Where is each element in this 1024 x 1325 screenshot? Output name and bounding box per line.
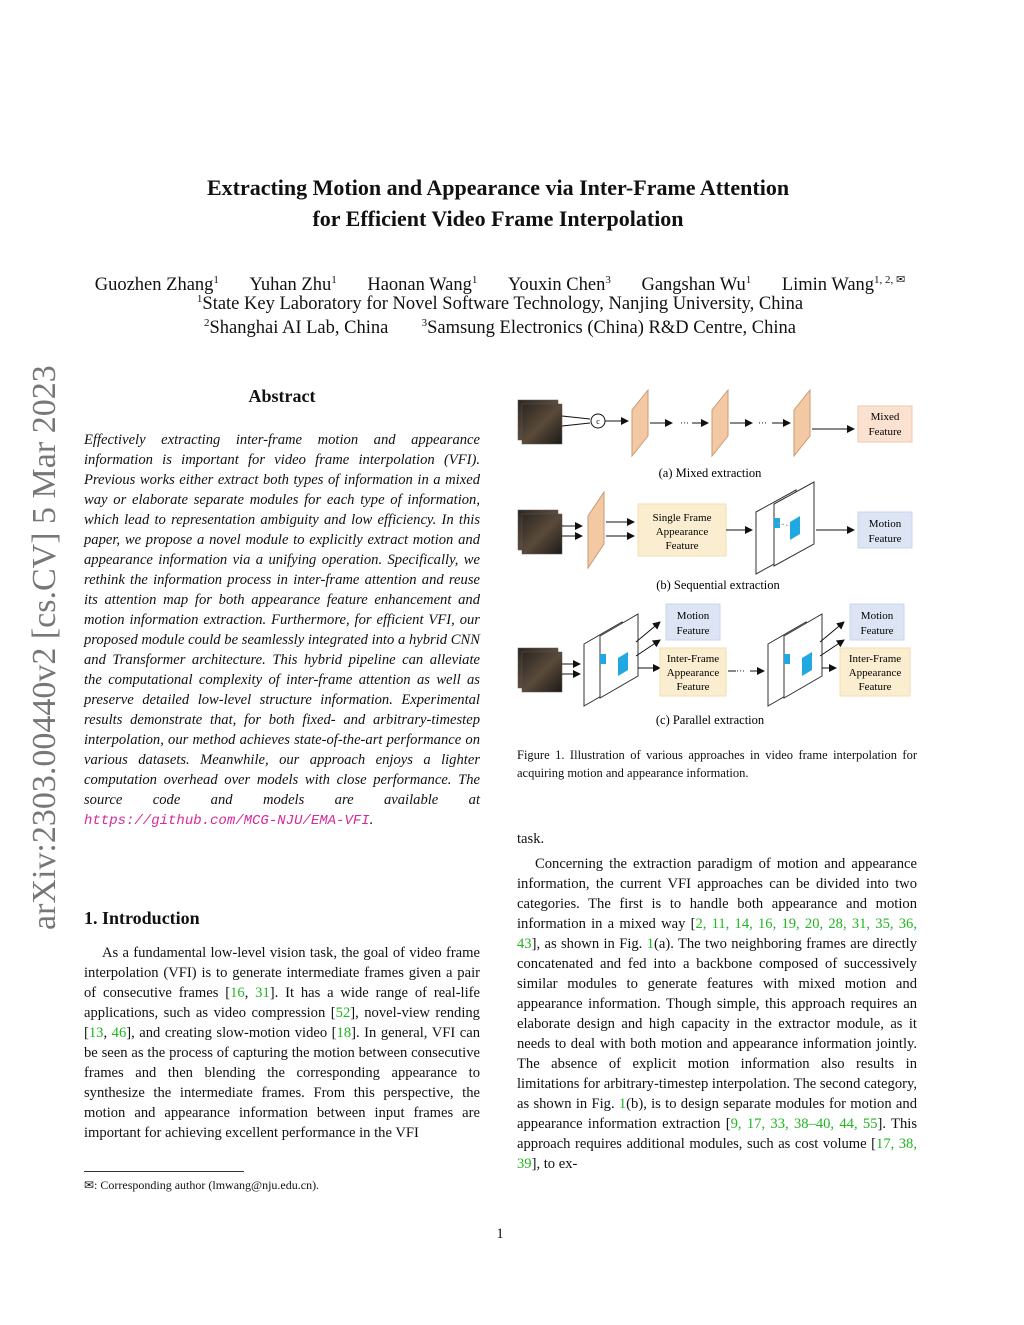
abstract-heading: Abstract bbox=[248, 386, 316, 406]
ellipsis: ··· bbox=[736, 666, 745, 676]
figure-link[interactable]: 1 bbox=[646, 936, 654, 952]
svg-text:Mixed: Mixed bbox=[870, 411, 900, 423]
arxiv-watermark bbox=[22, 360, 68, 930]
svg-text:Feature: Feature bbox=[868, 426, 902, 438]
svg-text:Appearance: Appearance bbox=[848, 667, 902, 679]
attention-patch bbox=[784, 654, 790, 664]
svg-text:Appearance: Appearance bbox=[666, 667, 720, 679]
panel-b-caption: (b) Sequential extraction bbox=[656, 578, 780, 592]
concat-symbol: c bbox=[596, 417, 600, 426]
citation-link[interactable]: 13 bbox=[88, 1025, 104, 1041]
input-frame bbox=[522, 514, 562, 554]
intro-heading: 1. Introduction bbox=[84, 908, 200, 928]
right-column-body: task. Concerning the extraction paradigm of motion and appearance information, the current VFI approaches can be divided into two categories. The first is to handle both appearance and motion information in a mixed way [2, 11, 14, 16, 19, 20, 28, 31, 35, 36, 43], as shown in Fig. 1(a). The two neighboring frames are directly concatenated and fed into a backbone composed of successively similar modules to generate features with mixed motion and appearance information. Though simple, this approach requires an elaborate design and high capacity in the extractor module, as it needs to deal with both motion and appearance information jointly. The absence of explicit motion information also results in limitations for arbitrary-timestep interpolation. The second category, as shown in Fig. 1(b), is to design separate modules for motion and appearance information extraction [9, 17, 33, 38–40, 44, 55]. This approach requires additional modules, such as cost volume [17, 38, 39], to ex- bbox=[517, 831, 918, 1172]
svg-text:Feature: Feature bbox=[676, 681, 710, 693]
svg-text:Feature: Feature bbox=[665, 540, 699, 552]
citation-link[interactable]: 31 bbox=[255, 985, 270, 1001]
affiliation-2-3: $^2$Shanghai AI Lab, China $^3$Samsung Electronics (China) R&D Centre, China bbox=[204, 317, 796, 339]
author: Yuhan Zhu$^1$ bbox=[249, 274, 337, 296]
svg-text:Inter-Frame: Inter-Frame bbox=[666, 653, 720, 665]
panel-c-caption: (c) Parallel extraction bbox=[655, 713, 765, 727]
attention-patch bbox=[600, 654, 606, 664]
feature-block bbox=[712, 390, 728, 456]
svg-text:Inter-Frame: Inter-Frame bbox=[848, 653, 902, 665]
svg-text:Feature: Feature bbox=[868, 533, 902, 545]
citation-link[interactable]: 16 bbox=[230, 985, 245, 1001]
feature-block bbox=[632, 390, 648, 456]
feature-block bbox=[794, 390, 810, 456]
svg-text:Motion: Motion bbox=[868, 518, 902, 530]
author: Guozhen Zhang$^1$ bbox=[94, 274, 219, 296]
citation-link[interactable]: 2, 11, 14, 16, 19, 20, 28, 31, 35, 36, 43 bbox=[517, 916, 918, 952]
svg-text:Single Frame: Single Frame bbox=[652, 512, 712, 524]
input-frame bbox=[522, 652, 562, 692]
footnote-rule bbox=[84, 1171, 244, 1172]
intro-body: As a fundamental low-level vision task, the goal of video frame interpolation (VFI) is to generate intermediate frames given a pair of consecutive frames [16, 31]. It has a wide range of real-life applications, such as video compression [52], novel-view rending [13, 46], and creating slow-motion video [18]. In general, VFI can be seen as the process of capturing the motion between consecutive frames and then blending the corresponding appearance to synthesize the intermediate frames. From this perspective, the motion and appearance information between input frames are important for achieving excellent performance in the VFI bbox=[84, 945, 481, 1141]
page-number: 1 bbox=[496, 1226, 504, 1242]
arxiv-id: arXiv:2303.00440v2 [cs.CV] 5 Mar 2023 bbox=[26, 365, 63, 930]
figure-link[interactable]: 1 bbox=[618, 1096, 627, 1112]
panel-a-caption: (a) Mixed extraction bbox=[658, 466, 762, 480]
citation-link[interactable]: 9, 17, 33, 38–40, 44, 55 bbox=[730, 1116, 878, 1132]
paper-title: Extracting Motion and Appearance via Inter-Frame Attention for Efficient Video Frame Interpolation bbox=[206, 175, 790, 231]
svg-text:Appearance: Appearance bbox=[655, 526, 709, 538]
code-link[interactable]: https://github.com/MCG-NJU/EMA-VFI bbox=[84, 813, 370, 829]
svg-text:Motion: Motion bbox=[860, 610, 894, 622]
author: Limin Wang$^{1, 2, ✉}$ bbox=[781, 274, 906, 296]
feature-block bbox=[588, 492, 604, 568]
panel-c bbox=[518, 604, 910, 727]
panel-a bbox=[518, 390, 912, 480]
citation-link[interactable]: 52 bbox=[335, 1005, 351, 1021]
svg-text:Feature: Feature bbox=[858, 681, 892, 693]
footnote: ✉: Corresponding author (lmwang@nju.edu.cn). bbox=[84, 1178, 320, 1192]
svg-text:Feature: Feature bbox=[676, 625, 710, 637]
affiliation-1: $^1$State Key Laboratory for Novel Software Technology, Nanjing University, China bbox=[196, 293, 804, 315]
figure-caption: Figure 1. Illustration of various approaches in video frame interpolation for acquiring motion and appearance information. bbox=[517, 748, 917, 780]
author: Haonan Wang$^1$ bbox=[367, 274, 478, 296]
svg-text:Motion: Motion bbox=[676, 610, 710, 622]
panel-b bbox=[518, 482, 912, 592]
input-frame bbox=[522, 404, 562, 444]
citation-link[interactable]: 18 bbox=[336, 1025, 352, 1041]
abstract-body: Effectively extracting inter-frame motion and appearance information is important for video frame interpolation (VFI). Previous works either extract both types of information in a mixed way or elaborate separate modules for each type of information, which lead to representation ambiguity and low efficiency. In this paper, we propose a novel module to explicitly extract motion and appearance information via a unifying operation. Specifically, we rethink the information process in inter-frame attention and reuse its attention map for both appearance feature enhancement and motion information extraction. Furthermore, for efficient VFI, our proposed module could be seamlessly integrated into a hybrid CNN and Transformer architecture. This hybrid pipeline can alleviate the computational complexity of inter-frame attention as well as preserve detailed low-level structure information. Experimental results demonstrate that, for both fixed- and arbitrary-timestep interpolation, our method achieves state-of-the-art performance on various datasets. Meanwhile, our approach enjoys a lighter computation overhead over models with close performance. The source code and models are available at https://github.com/MCG-NJU/EMA-VFI. bbox=[84, 432, 480, 829]
author: Gangshan Wu$^1$ bbox=[641, 274, 752, 296]
author: Youxin Chen$^3$ bbox=[508, 274, 611, 296]
svg-text:Feature: Feature bbox=[860, 625, 894, 637]
citation-link[interactable]: 46 bbox=[111, 1025, 127, 1041]
citation-link[interactable]: 17, 38, 39 bbox=[517, 1136, 918, 1172]
ellipsis: ··· bbox=[680, 418, 689, 428]
figure-1 bbox=[514, 386, 918, 736]
ellipsis: ··· bbox=[758, 418, 767, 428]
